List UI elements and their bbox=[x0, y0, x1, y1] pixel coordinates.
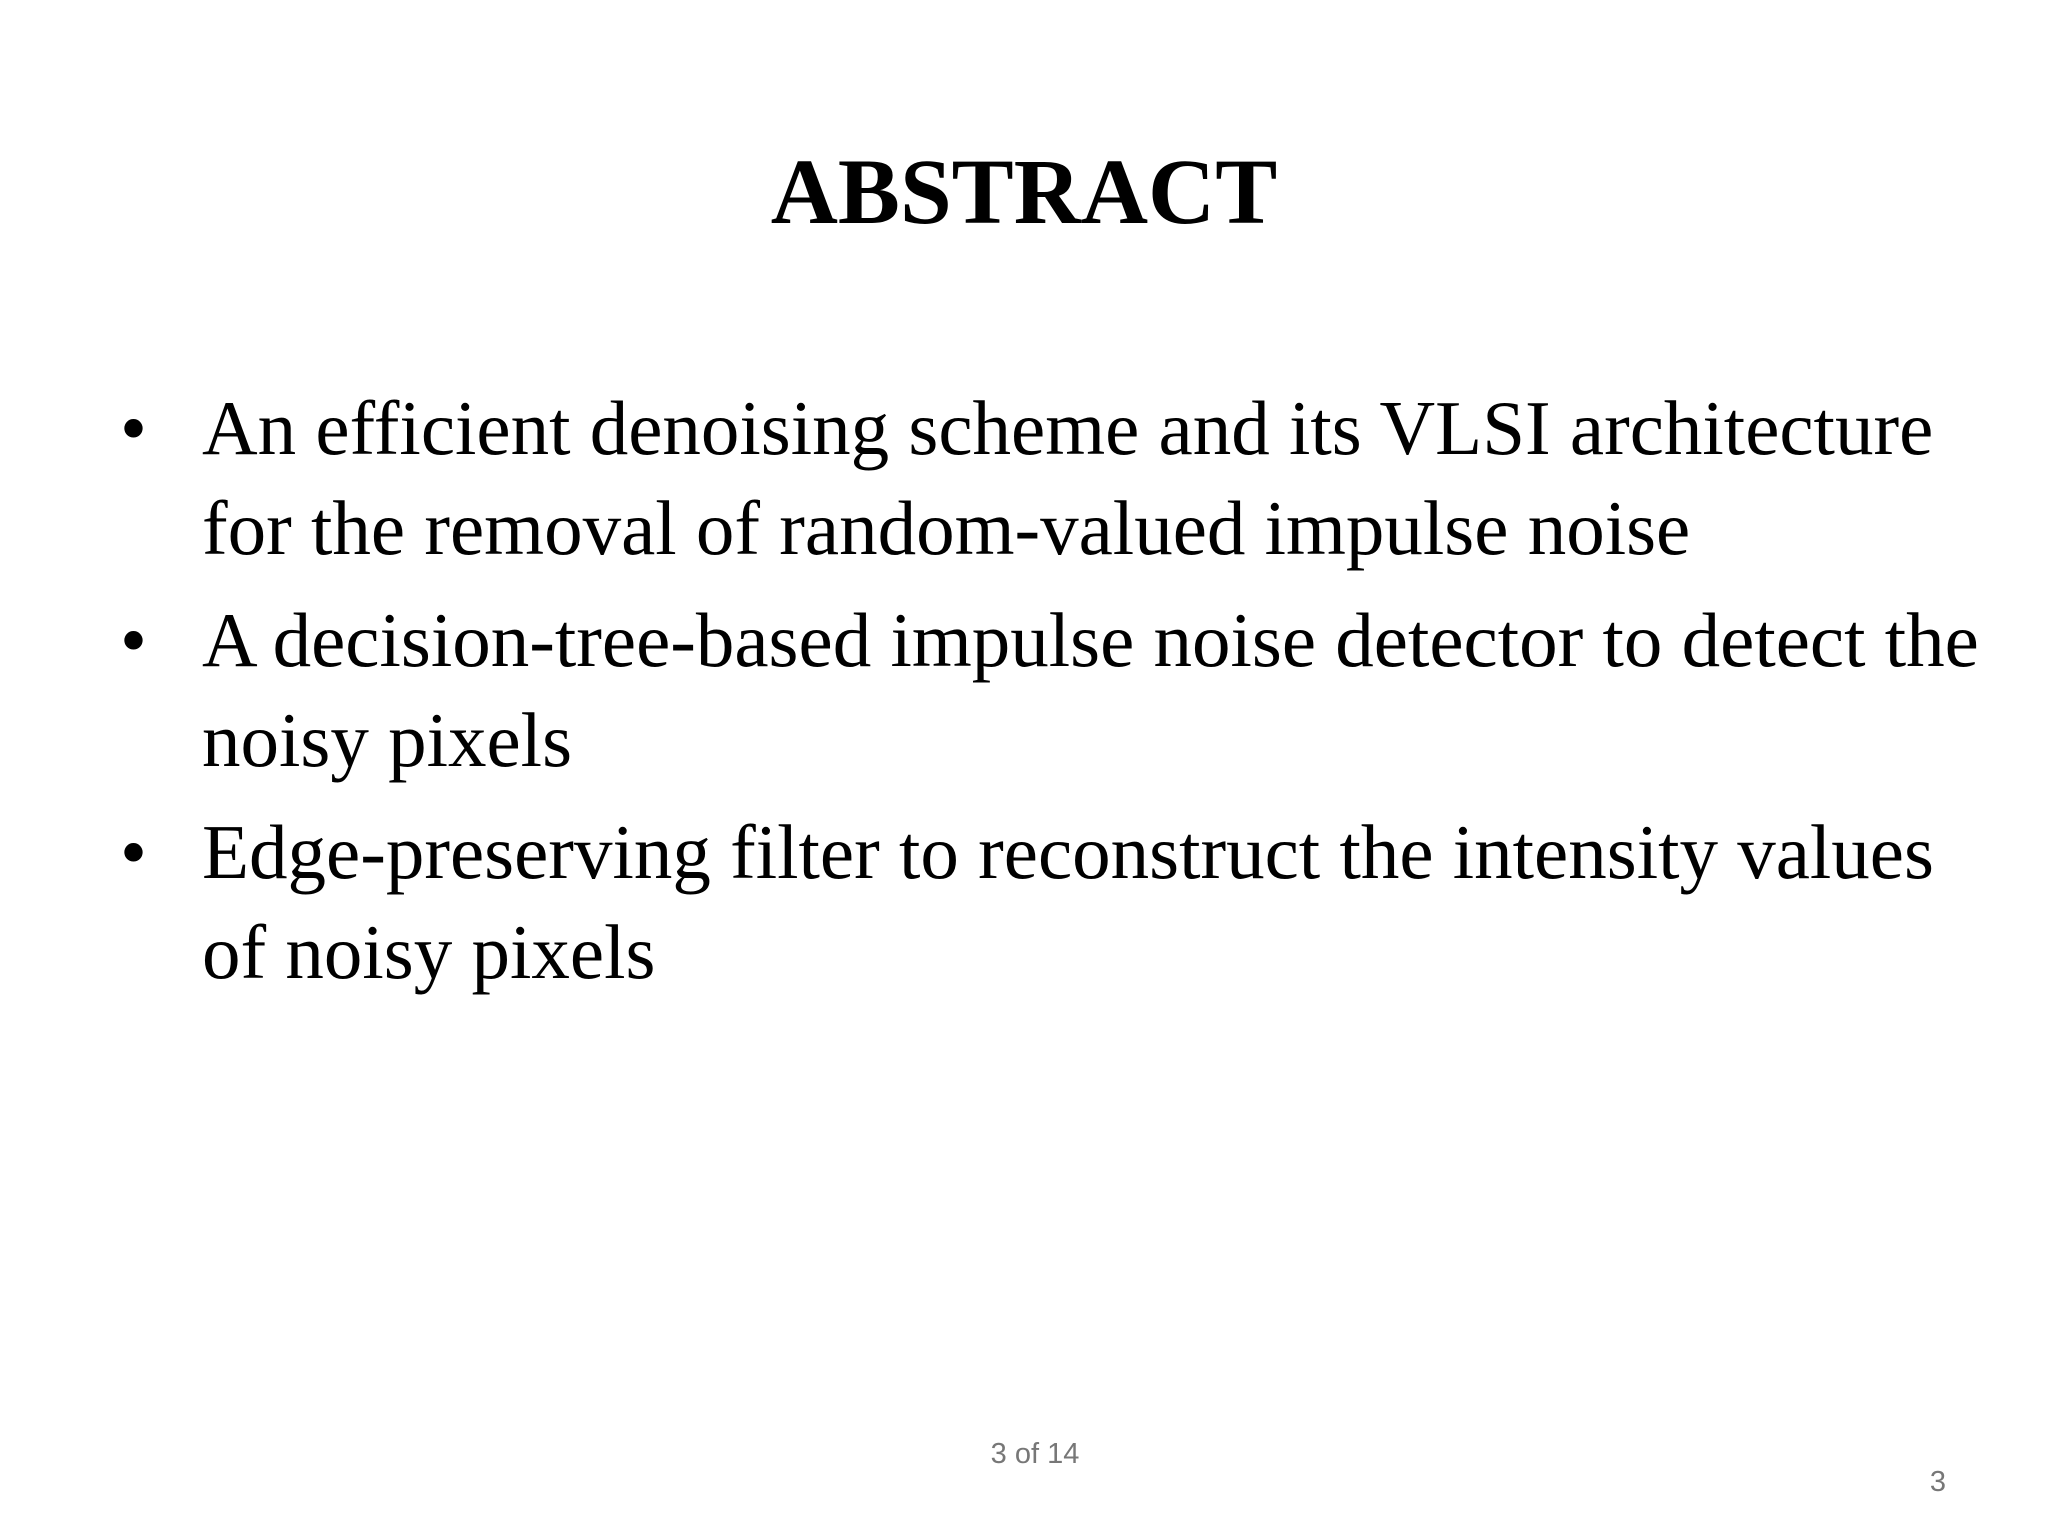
bullet-text: A decision-tree-based impulse noise detector to detect the noisy pixels bbox=[202, 597, 1979, 783]
bullet-text: Edge-preserving filter to reconstruct the intensity values of noisy pixels bbox=[202, 809, 1934, 995]
page-counter: 3 of 14 bbox=[990, 1438, 1080, 1470]
slide-title: ABSTRACT bbox=[770, 141, 1278, 244]
bullet-icon: • bbox=[120, 597, 147, 683]
bullet-icon: • bbox=[120, 809, 147, 895]
bullet-item bbox=[120, 590, 1990, 790]
bullet-item bbox=[120, 378, 1990, 578]
bullet-list bbox=[120, 378, 1990, 1014]
bullet-text: An efficient denoising scheme and its VLSI architecture for the removal of random-valued impulse noise bbox=[202, 385, 1934, 571]
slide-number: 3 bbox=[1929, 1466, 1946, 1498]
bullet-item bbox=[120, 802, 1990, 1002]
bullet-icon: • bbox=[120, 385, 147, 471]
